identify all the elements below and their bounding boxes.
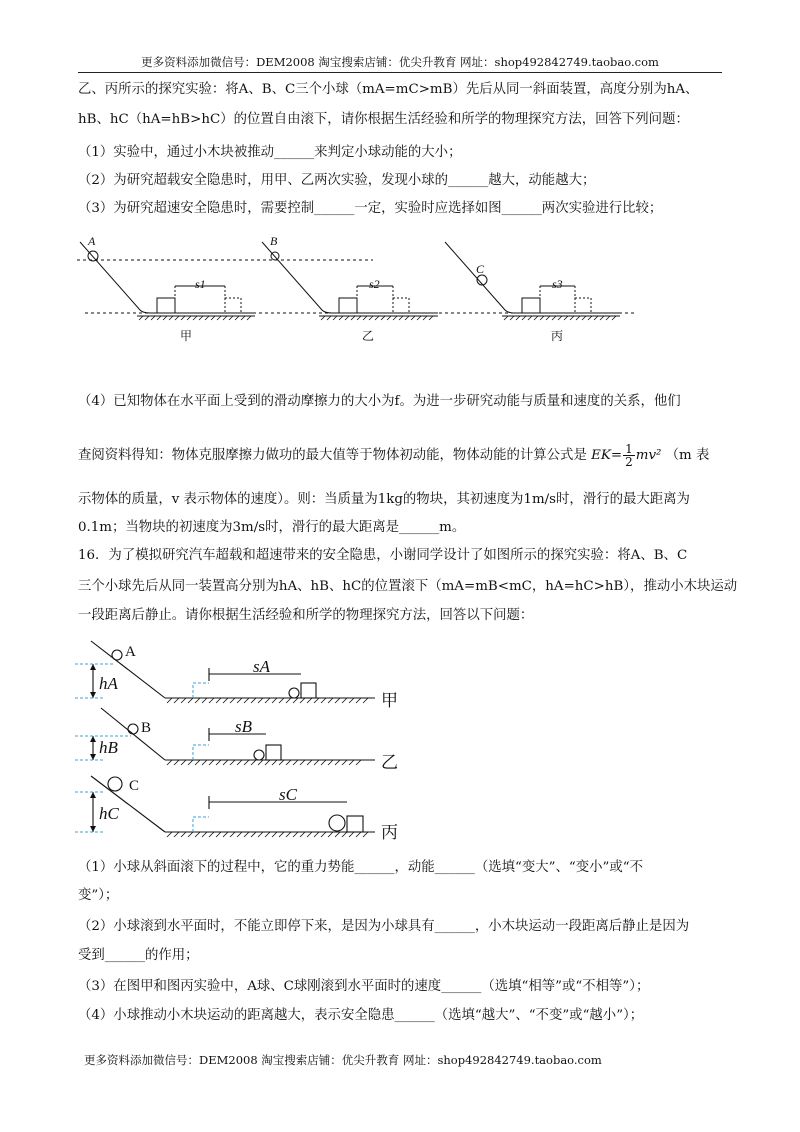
s1-label: s1	[195, 277, 206, 291]
page-footer: 更多资料添加微信号：DEM2008 淘宝搜索店铺：优尖升教育 网址：shop492842749.taobao.com	[84, 1053, 602, 1067]
s-b-label: sB	[235, 717, 252, 736]
ball-label-b: B	[270, 234, 278, 248]
formula-fraction: $\frac{1}{2}$	[625, 442, 633, 469]
ball-label-a: A	[88, 234, 96, 248]
fig-label-bing: 丙	[381, 823, 398, 843]
formula-rhs: mv²	[635, 448, 662, 463]
formula-lhs: EK=	[591, 448, 623, 463]
ball-label-a: A	[125, 644, 136, 660]
h-b-label: hB	[99, 738, 118, 757]
q16-question-4: （4）小球推动小木块运动的距离越大，表示安全隐患______（选填“越大”、“不变”或“越小”）；	[78, 1008, 644, 1023]
fig-label-yi: 乙	[362, 329, 375, 343]
ball-label-b: B	[141, 720, 152, 736]
fig-label-yi: 乙	[381, 753, 398, 773]
q16-figure	[75, 636, 415, 846]
q16-question-2-line2: 受到______的作用；	[78, 948, 199, 963]
q15-intro-line2: hB、hC（hA=hB>hC）的位置自由滚下，请你根据生活经验和所学的物理探究方法，回答下列问题：	[78, 112, 689, 127]
q15-question-4-line4: 0.1m；当物块的初速度为3m/s时，滑行的最大距离是______m。	[78, 520, 466, 535]
fig-label-jia: 甲	[180, 329, 193, 343]
q15-question-4-line3: 示物体的质量，v 表示物体的速度）。则：当质量为1kg的物块，其初速度为1m/s时，滑行的最大距离为	[78, 492, 690, 507]
q16-intro-line2: 三个小球先后从同一装置高分别为hA、hB、hC的位置滚下（mA=mB<mC，hA=hC>hB），推动小木块运动	[78, 579, 738, 594]
q16-intro-line1: 16．为了模拟研究汽车超载和超速带来的安全隐患，小谢同学设计了如图所示的探究实验：将A、B、C	[78, 548, 688, 563]
q15-question-4-line2: 查阅资料得知：物体克服摩擦力做功的最大值等于物体初动能，物体动能的计算公式是 EK= $\frac{1}{2}$ mv² （m 表	[78, 442, 710, 469]
q15-question-2: （2）为研究超载安全隐患时，用甲、乙两次实验，发现小球的______越大，动能越大；	[78, 173, 596, 188]
q16-question-1-line1: （1）小球从斜面滚下的过程中，它的重力势能______，动能______（选填“变大”、“变小”或“不	[78, 860, 643, 875]
q15-intro-line1: 乙、丙所示的探究实验：将A、B、C三个小球（mA=mC>mB）先后从同一斜面装置，高度分别为hA、	[78, 82, 699, 97]
q15-question-3: （3）为研究超速安全隐患时，需要控制______一定，实验时应选择如图______两次实验进行比较；	[78, 201, 663, 216]
page-header: 更多资料添加微信号：DEM2008 淘宝搜索店铺：优尖升教育 网址：shop492842749.taobao.com	[141, 55, 659, 69]
h-c-label: hC	[99, 804, 119, 823]
s3-label: s3	[552, 277, 563, 291]
ball-label-c: C	[476, 262, 485, 276]
q15-question-1: （1）实验中，通过小木块被推动______来判定小球动能的大小；	[78, 145, 462, 160]
q16-question-3: （3）在图甲和图丙实验中，A球、C球刚滚到水平面时的速度______（选填“相等”或“不相等”）；	[78, 979, 650, 994]
q16-question-2-line1: （2）小球滚到水平面时，不能立即停下来，是因为小球具有______，小木块运动一段距离后静止是因为	[78, 919, 690, 934]
s2-label: s2	[369, 277, 380, 291]
fig-label-bing: 丙	[551, 329, 564, 343]
q15-figure	[75, 230, 735, 345]
ball-label-c: C	[129, 778, 140, 794]
fig-label-jia: 甲	[381, 691, 398, 711]
s-a-label: sA	[253, 657, 270, 676]
q16-question-1-line2: 变”）；	[78, 888, 119, 903]
h-a-label: hA	[99, 674, 118, 693]
s-c-label: sC	[279, 785, 297, 804]
header-rule	[78, 72, 722, 73]
q16-intro-line3: 一段距离后静止。请你根据生活经验和所学的物理探究方法，回答以下问题：	[78, 608, 534, 623]
q15-question-4-line1: （4）已知物体在水平面上受到的滑动摩擦力的大小为f。为进一步研究动能与质量和速度的关系，他们	[78, 394, 681, 409]
